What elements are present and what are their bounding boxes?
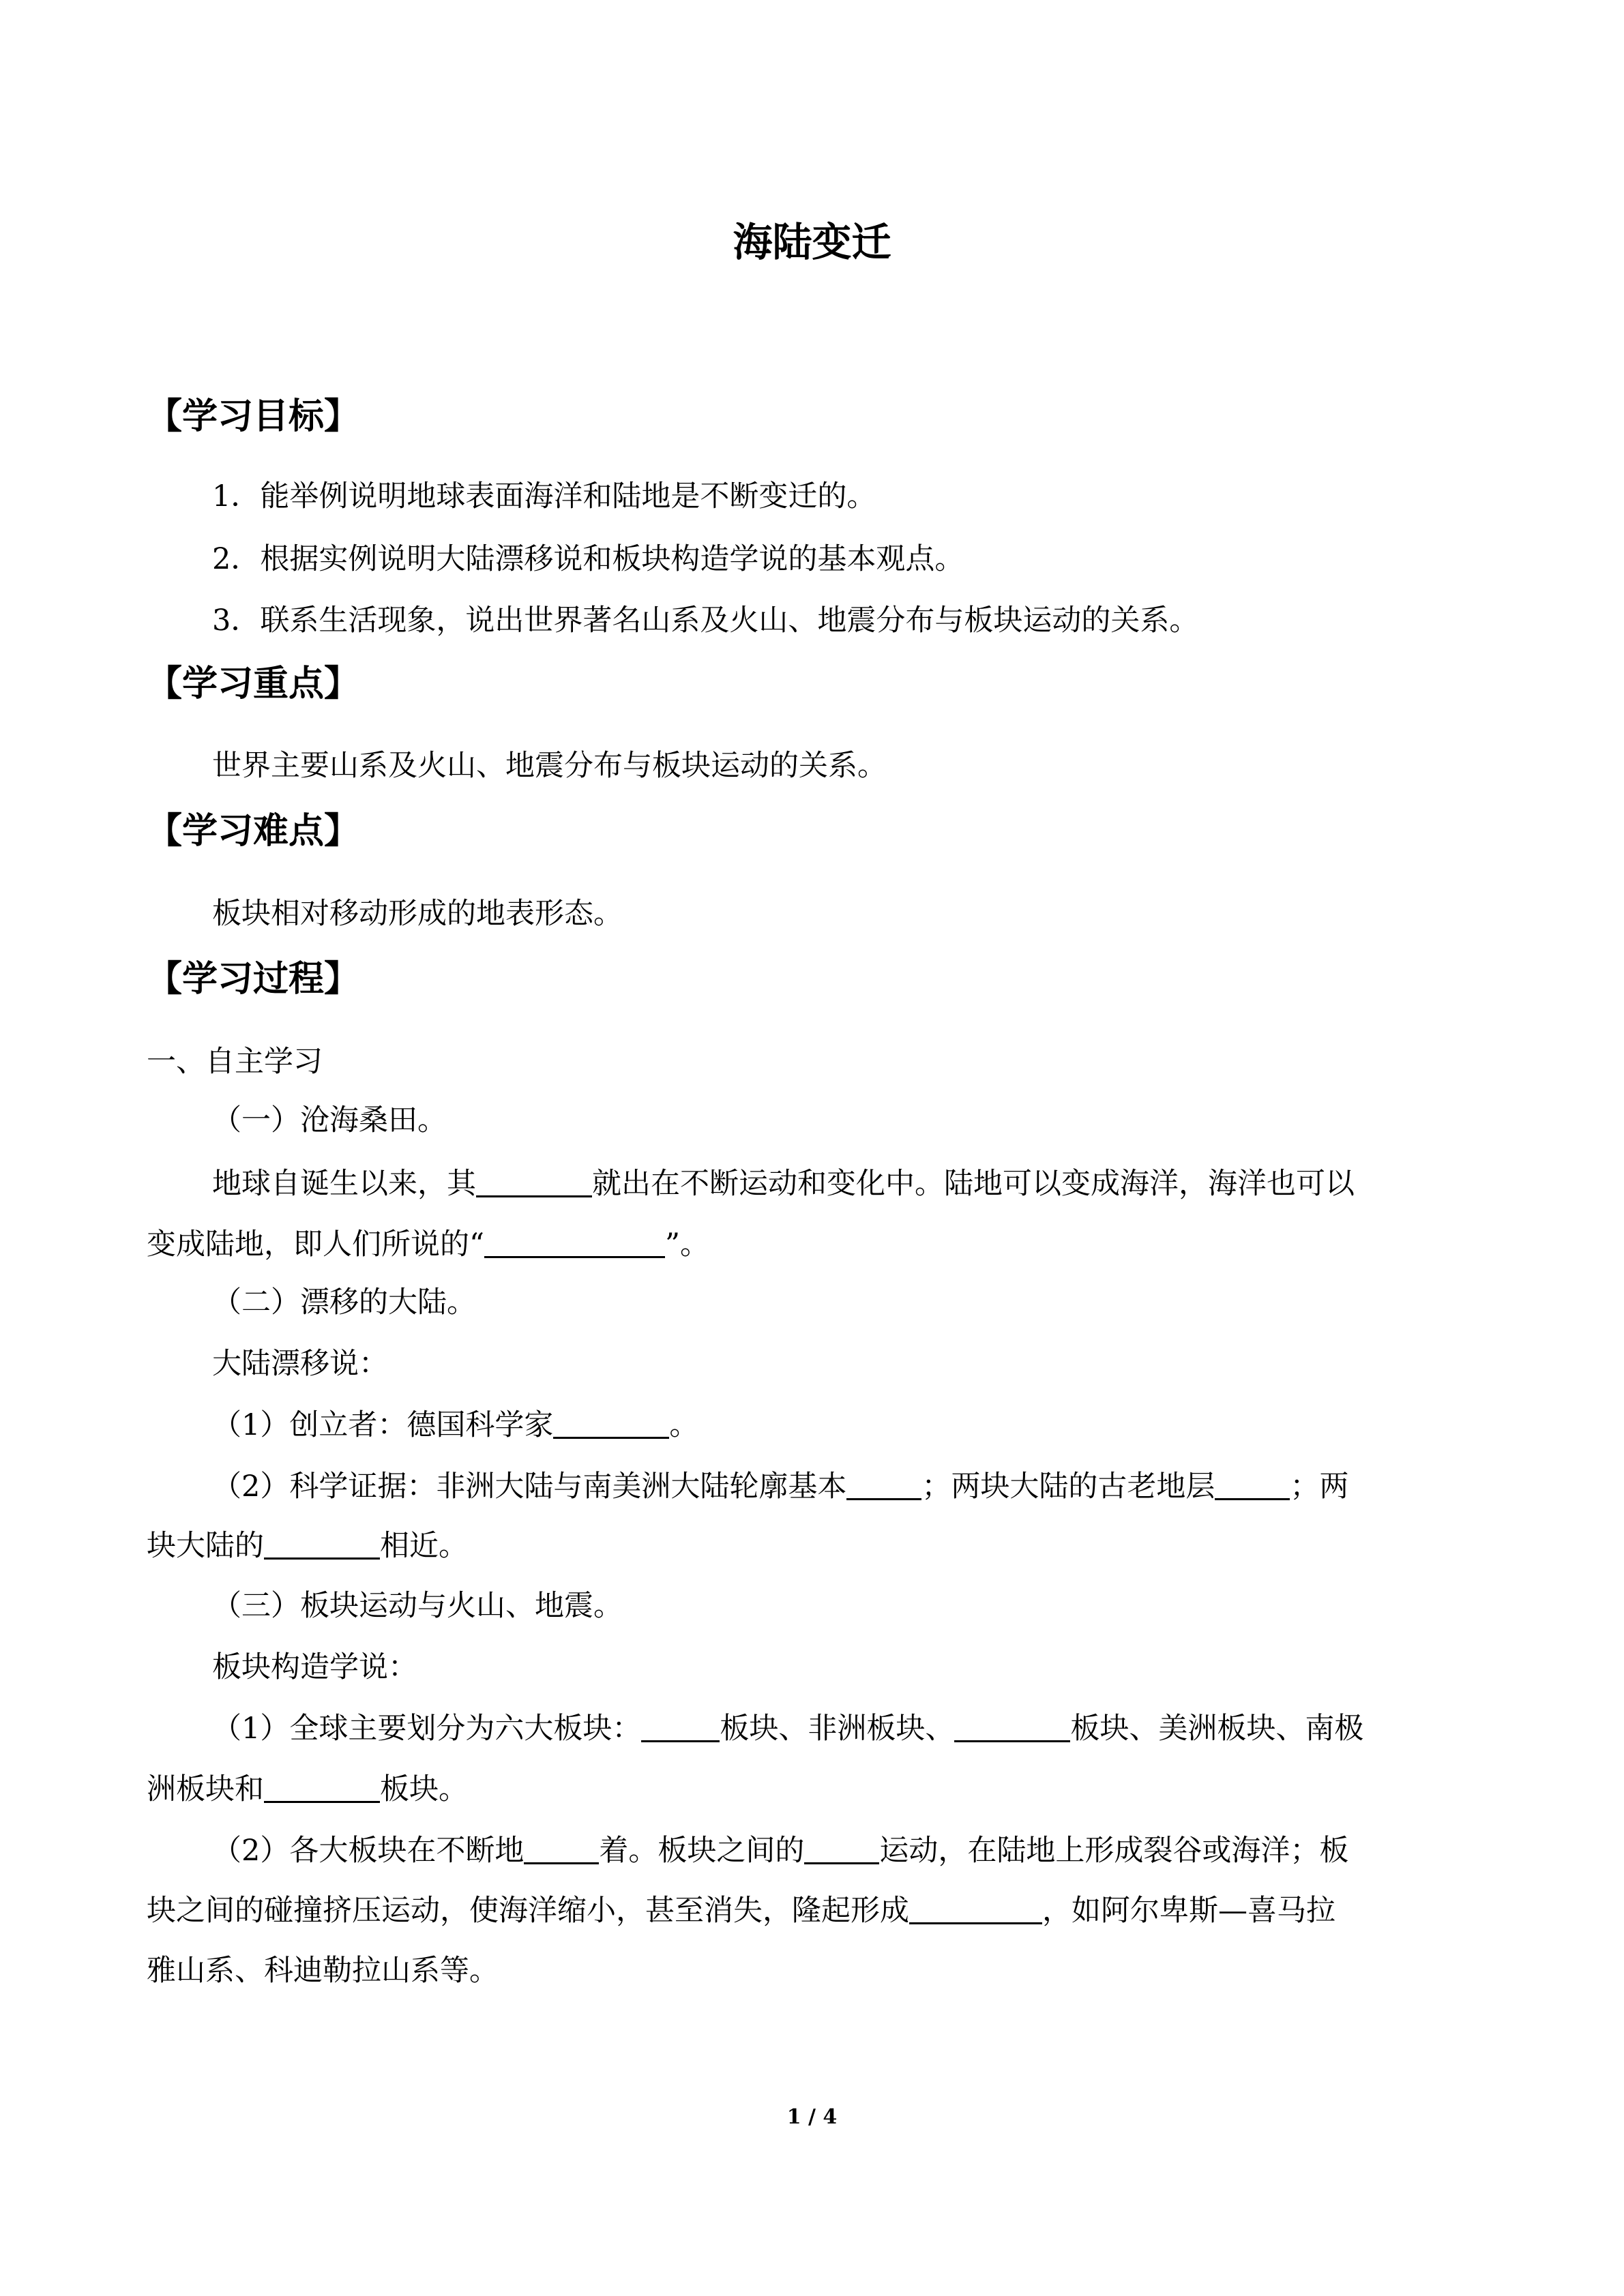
section-3-line-4: 块之间的碰撞挤压运动，使海洋缩小，甚至消失，隆起形成 ，如阿尔卑斯—喜马拉 <box>147 1894 1335 1928</box>
section-2-theory: 大陆漂移说： <box>212 1347 388 1381</box>
blank-field <box>1215 1468 1290 1500</box>
blank-field <box>264 1771 380 1803</box>
section-3-line-1: （1）全球主要划分为六大板块： 板块、非洲板块、 板块、美洲板块、南极 <box>212 1712 1364 1746</box>
blank-field <box>264 1527 380 1560</box>
blank-field <box>484 1226 665 1258</box>
goal-item-3: 3．联系生活现象，说出世界著名山系及火山、地震分布与板块运动的关系。 <box>212 603 1199 638</box>
section-3-theory: 板块构造学说： <box>212 1650 417 1684</box>
key-points-heading: 【学习重点】 <box>147 664 360 704</box>
goals-heading: 【学习目标】 <box>147 396 360 437</box>
section-2-line-2: （2）科学证据：非洲大陆与南美洲大陆轮廓基本 ；两块大陆的古老地层 ；两 <box>212 1470 1349 1504</box>
section-2-line-3: 块大陆的 相近。 <box>147 1529 468 1563</box>
section-2-line-1: （1）创立者：德国科学家 。 <box>212 1408 699 1442</box>
section-1-title: （一）沧海桑田。 <box>212 1103 447 1137</box>
part-self-study: 一、自主学习 <box>147 1045 323 1079</box>
section-3-line-2: 洲板块和 板块。 <box>147 1772 468 1806</box>
section-3-line-3: （2）各大板块在不断地 着。板块之间的 运动，在陆地上形成裂谷或海洋；板 <box>212 1834 1349 1868</box>
difficulties-text: 板块相对移动形成的地表形态。 <box>212 897 623 931</box>
goal-item-2: 2．根据实例说明大陆漂移说和板块构造学说的基本观点。 <box>212 542 964 576</box>
section-1-line-1: 地球自诞生以来，其 就出在不断运动和变化中。陆地可以变成海洋，海洋也可以 <box>212 1167 1355 1201</box>
blank-field <box>524 1832 599 1864</box>
page-number: 1 / 4 <box>786 2105 838 2129</box>
blank-field <box>476 1165 592 1197</box>
key-points-text: 世界主要山系及火山、地震分布与板块运动的关系。 <box>212 749 887 783</box>
blank-field <box>804 1832 879 1864</box>
section-2-title: （二）漂移的大陆。 <box>212 1285 476 1320</box>
blank-field <box>641 1710 720 1742</box>
blank-field <box>846 1468 921 1500</box>
blank-field <box>553 1407 669 1439</box>
blank-field <box>954 1710 1070 1742</box>
goal-item-1: 1．能举例说明地球表面海洋和陆地是不断变迁的。 <box>212 479 876 513</box>
difficulties-heading: 【学习难点】 <box>147 811 360 852</box>
section-1-line-2: 变成陆地，即人们所说的“ ”。 <box>147 1227 709 1262</box>
blank-field <box>909 1892 1042 1924</box>
process-heading: 【学习过程】 <box>147 959 360 1000</box>
page-title: 海陆变迁 <box>733 219 891 265</box>
section-3-line-5: 雅山系、科迪勒拉山系等。 <box>147 1954 499 1988</box>
section-3-title: （三）板块运动与火山、地震。 <box>212 1589 623 1623</box>
